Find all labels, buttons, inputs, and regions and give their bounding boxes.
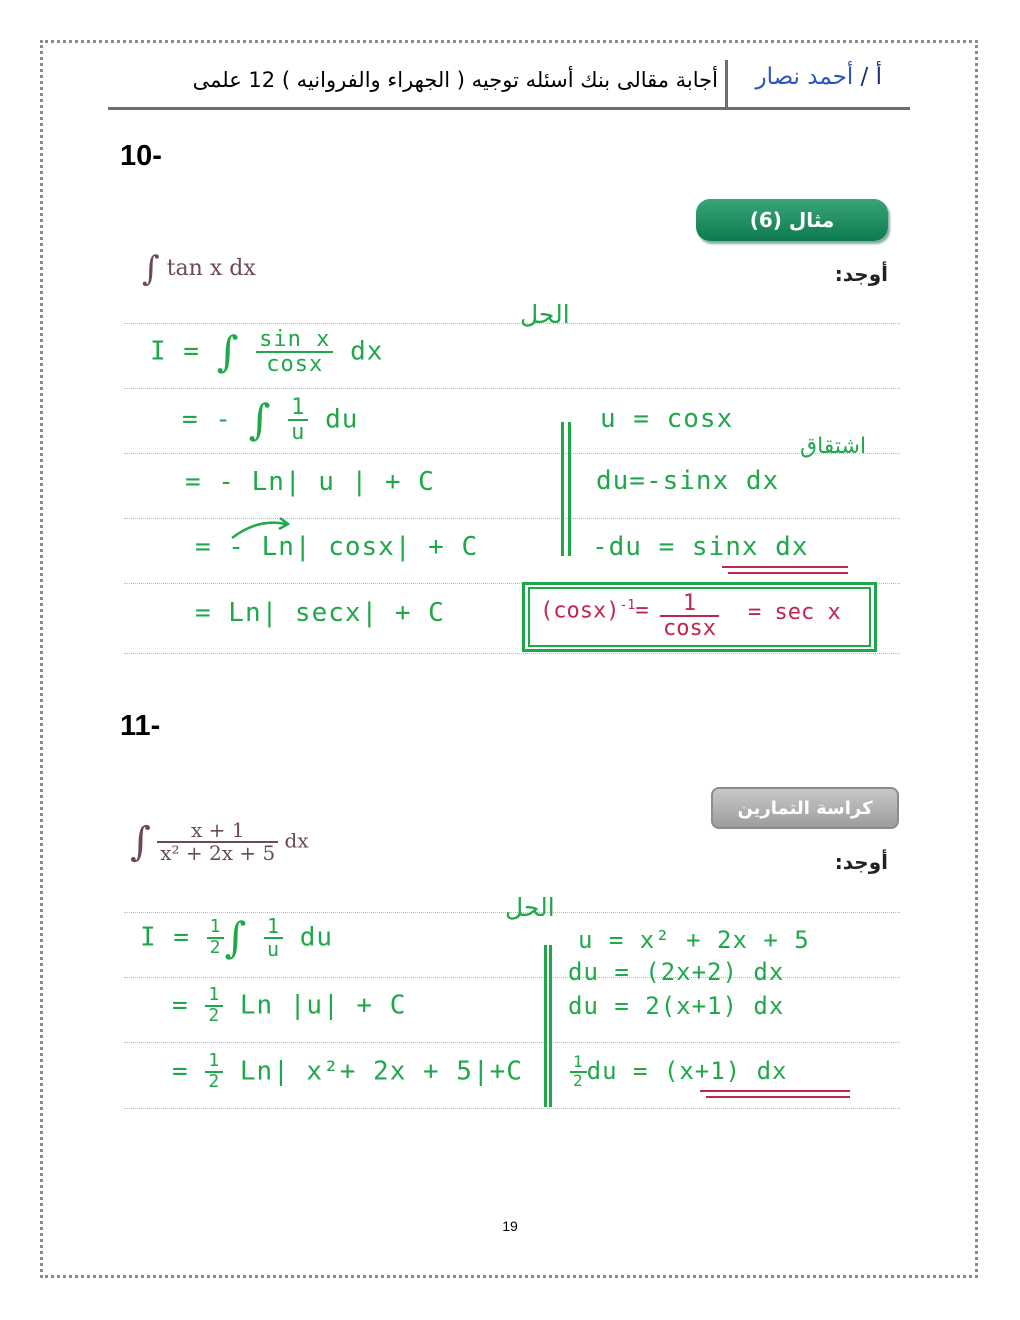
find-label: أوجد: [834,262,888,286]
divider-bar [561,422,564,556]
integral-sign-icon: ∫ [248,395,272,445]
document-title: أجابة مقالى بنك أسئله توجيه ( الجهراء والفروانيه ) 12 علمى [192,68,718,92]
teacher-name: أحمد نصار [755,64,854,90]
side-line-2: du = (2x+2) dx [568,958,785,986]
integral-sign-icon: ∫ [130,819,151,865]
problem-expression: ∫ $\frac{x + 1}{\text{x² + 2x + 5}}$ dx [130,818,309,865]
derivative-label: اشتقاق [800,434,867,459]
solution-line-3: = - Ln| u | + C [185,467,435,497]
question-number-10: 10- [120,140,162,172]
find-label: أوجد: [834,850,888,874]
page-header [108,58,910,110]
integral-sign-icon: ∫ [224,913,248,962]
underline [728,572,848,574]
solution-line-2: = $\frac{1}{2}$ Ln |u| + C [172,984,407,1026]
solution-label: الحل [520,300,570,329]
identity-rhs: = sec x [748,600,841,625]
example-badge: مثال (6) [696,199,888,241]
solution-line-4: = - Ln| cosx| + C [195,532,479,562]
page-number: 19 [502,1218,518,1234]
underline [722,566,848,568]
side-line-3: du = 2(x+1) dx [568,992,785,1020]
workbook-badge: كراسة التمارين [711,787,899,829]
divider-bar [544,945,547,1107]
side-line-2: du=-sinx dx [596,466,780,496]
problem-expression: ∫ tan x dx [142,249,256,289]
side-line-1: u = x² + 2x + 5 [578,926,810,954]
side-line-3: -du = sinx dx [592,532,809,562]
solution-line-1: I = ∫ $\frac{\text{sin x}}{\cos x}$ dx [150,327,384,378]
question-number-11: 11- [120,710,161,742]
side-line-4: $\frac{1}{2}$ du = (x+1) dx [570,1054,787,1090]
solution-line-1: I = $\frac{1}{2}$ ∫ $\frac{1}{u}$ du [140,913,334,962]
integral-sign-icon: ∫ [142,249,160,289]
divider-bar [549,945,552,1107]
identity-fraction: $\frac{1}{\cos x}$ [660,592,719,640]
teacher-prefix: أ / [860,64,882,90]
side-line-1: u = cosx [600,404,734,434]
underline [700,1090,850,1092]
teacher-credit [755,64,882,90]
solution-label: الحل [505,893,555,922]
solution-line-3: = $\frac{1}{2}$ Ln| x²+ 2x + 5|+C [172,1050,523,1092]
identity-lhs: $(\cos x)^{-1}=$ [540,598,649,624]
solution-line-2: = - ∫ $\frac{1}{u}$ du [182,395,359,446]
arrow-icon [228,516,298,542]
underline [706,1096,850,1098]
divider-bar [568,422,571,556]
header-divider [725,60,728,108]
solution-line-5: = Ln| secx| + C [195,598,445,628]
integral-sign-icon: ∫ [216,327,240,377]
